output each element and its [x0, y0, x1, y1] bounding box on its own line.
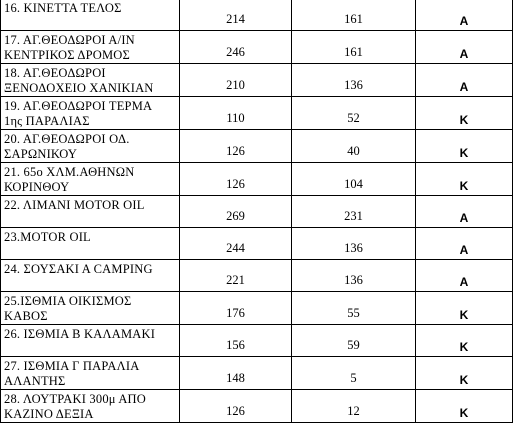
value2-cell: 12 — [292, 390, 416, 423]
value2-cell: 161 — [292, 31, 416, 64]
location-cell — [1, 130, 180, 163]
value1-cell: 210 — [180, 64, 292, 97]
table-row — [1, 97, 513, 130]
location-text: ΚΑΒΟΣ — [4, 309, 48, 323]
location-text: 28. ΛΟΥΤΡΑΚΙ 300μ ΑΠΟ — [4, 392, 147, 406]
value1-cell: 246 — [180, 31, 292, 64]
location-text: 23.MOTOR OIL — [4, 230, 91, 244]
value1-cell: 269 — [180, 196, 292, 228]
location-cell — [1, 325, 180, 357]
value1-cell: 148 — [180, 357, 292, 390]
location-text: ΚΕΝΤΡΙΚΟΣ ΔΡΟΜΟΣ — [4, 48, 130, 62]
value2-cell: 231 — [292, 196, 416, 228]
location-text: 1ης ΠΑΡΑΛΙΑΣ — [4, 114, 90, 128]
value1-cell: 126 — [180, 390, 292, 423]
classification-cell: Κ — [416, 292, 513, 325]
location-text: 27. ΙΣΘΜΙΑ Γ ΠΑΡΑΛΙΑ — [4, 359, 140, 373]
location-text: ΚΑΖΙΝΟ ΔΕΞΙΑ — [4, 407, 94, 421]
location-cell — [1, 31, 180, 64]
value2-cell: 5 — [292, 357, 416, 390]
classification-cell: Κ — [416, 357, 513, 390]
location-text: 16. ΚΙΝΕΤΤΑ ΤΕΛΟΣ — [4, 1, 122, 15]
table-row — [1, 31, 513, 64]
location-text: 18. ΑΓ.ΘΕΟΔΩΡΟΙ — [4, 66, 106, 80]
table-row — [1, 196, 513, 228]
location-text: ΑΛΑΝΤΗΣ — [4, 374, 66, 388]
value1-cell: 126 — [180, 130, 292, 163]
table-row — [1, 228, 513, 260]
location-cell — [1, 0, 180, 31]
location-text: 20. ΑΓ.ΘΕΟΔΩΡΟΙ ΟΔ. — [4, 132, 130, 146]
value1-cell: 214 — [180, 0, 292, 31]
value2-cell: 136 — [292, 228, 416, 260]
location-cell — [1, 97, 180, 130]
location-text: 19. ΑΓ.ΘΕΟΔΩΡΟΙ ΤΕΡΜΑ — [4, 99, 153, 113]
location-cell — [1, 64, 180, 97]
value2-cell: 59 — [292, 325, 416, 357]
value1-cell: 176 — [180, 292, 292, 325]
location-text: ΚΟΡΙΝΘΟΥ — [4, 180, 70, 194]
classification-cell: Κ — [416, 390, 513, 423]
classification-cell: Α — [416, 0, 513, 31]
value2-cell: 136 — [292, 260, 416, 292]
location-cell — [1, 196, 180, 228]
value2-cell: 136 — [292, 64, 416, 97]
location-text: 22. ΛΙΜΑΝΙ MOTOR OIL — [4, 198, 145, 212]
value2-cell: 104 — [292, 163, 416, 196]
classification-cell: Α — [416, 31, 513, 64]
classification-cell: Κ — [416, 130, 513, 163]
location-cell — [1, 260, 180, 292]
value1-cell: 156 — [180, 325, 292, 357]
value1-cell: 126 — [180, 163, 292, 196]
table-row — [1, 130, 513, 163]
location-text: ΞΕΝΟΔΟΧΕΙΟ ΧΑΝΙΚΙΑΝ — [4, 81, 154, 95]
location-text: 26. ΙΣΘΜΙΑ Β ΚΑΛΑΜΑΚΙ — [4, 327, 156, 341]
table-row — [1, 64, 513, 97]
value1-cell: 244 — [180, 228, 292, 260]
value2-cell: 40 — [292, 130, 416, 163]
location-cell — [1, 163, 180, 196]
classification-cell: Κ — [416, 163, 513, 196]
table-row — [1, 260, 513, 292]
table-row — [1, 390, 513, 423]
table-body — [1, 0, 513, 423]
location-cell — [1, 357, 180, 390]
value2-cell: 161 — [292, 0, 416, 31]
value1-cell: 221 — [180, 260, 292, 292]
location-cell — [1, 228, 180, 260]
location-cell — [1, 292, 180, 325]
location-text: ΣΑΡΩΝΙΚΟΥ — [4, 147, 78, 161]
table-row — [1, 325, 513, 357]
classification-cell: Κ — [416, 97, 513, 130]
classification-cell: Α — [416, 228, 513, 260]
classification-cell: Κ — [416, 325, 513, 357]
classification-cell: Α — [416, 196, 513, 228]
table-row — [1, 292, 513, 325]
location-text: 21. 65ο ΧΛΜ.ΑΘΗΝΩΝ — [4, 165, 135, 179]
location-text: 24. ΣΟΥΣΑΚΙ Α CAMPING — [4, 262, 153, 276]
table-row — [1, 357, 513, 390]
value1-cell: 110 — [180, 97, 292, 130]
value2-cell: 55 — [292, 292, 416, 325]
table-row — [1, 0, 513, 31]
classification-cell: Α — [416, 64, 513, 97]
table-row — [1, 163, 513, 196]
classification-cell: Α — [416, 260, 513, 292]
value2-cell: 52 — [292, 97, 416, 130]
location-text: 25.ΙΣΘΜΙΑ ΟΙΚΙΣΜΟΣ — [4, 294, 132, 308]
location-text: 17. ΑΓ.ΘΕΟΔΩΡΟΙ Α/ΙΝ — [4, 33, 135, 47]
location-cell — [1, 390, 180, 423]
